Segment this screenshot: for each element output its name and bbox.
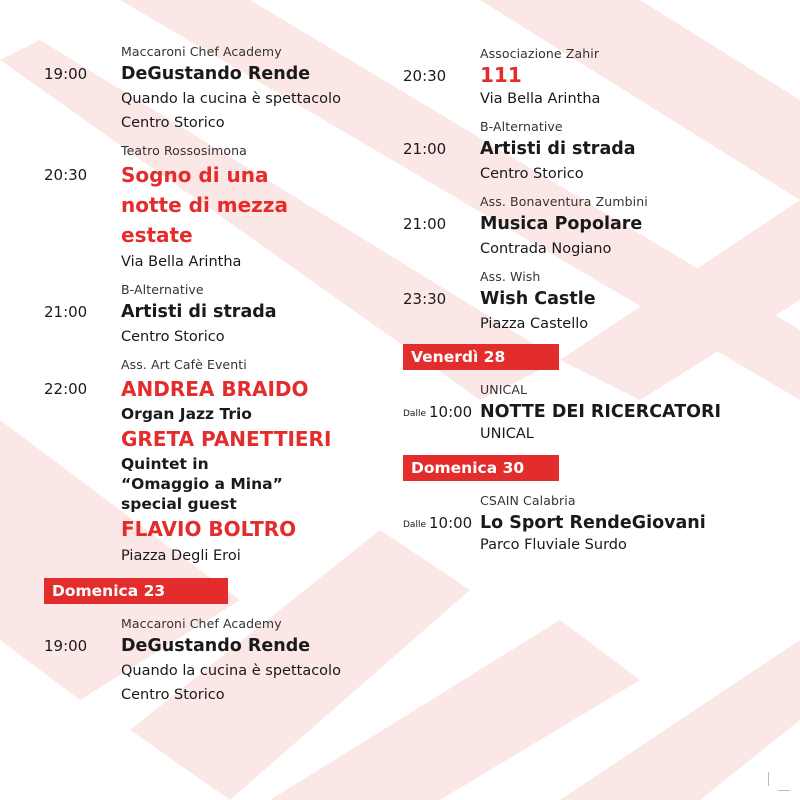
event-title: Wish Castle <box>480 289 596 309</box>
event-location: Centro Storico <box>121 687 225 703</box>
crop-mark <box>778 790 790 791</box>
event-title: 111 <box>480 63 522 87</box>
left-column <box>44 42 384 713</box>
performer-name: GRETA PANETTIERI <box>121 427 332 451</box>
event-subtitle: Quando la cucina è spettacolo <box>121 663 341 679</box>
event-title-line-2: notte di mezza <box>121 193 288 217</box>
event-artisti-2 <box>403 117 783 186</box>
performer-group-line-1: Quintet in <box>121 455 209 473</box>
day-header-venerdi-28: Venerdì 28 <box>403 344 559 370</box>
organizer: B-Alternative <box>121 282 204 297</box>
organizer: UNICAL <box>480 382 528 397</box>
event-time: 21:00 <box>44 303 88 321</box>
event-location: Parco Fluviale Surdo <box>480 537 627 553</box>
performer-group: Organ Jazz Trio <box>121 405 252 423</box>
event-time: 22:00 <box>44 380 88 398</box>
event-notte-ricercatori <box>403 380 783 443</box>
event-location: Centro Storico <box>121 115 225 131</box>
day-header-domenica-30: Domenica 30 <box>403 455 559 481</box>
right-column <box>403 44 783 560</box>
event-degustando-1 <box>44 42 384 135</box>
event-111 <box>403 44 783 111</box>
event-title-line-1: Sogno di una <box>121 163 269 187</box>
event-jazz <box>44 355 384 568</box>
performer-name: FLAVIO BOLTRO <box>121 517 297 541</box>
event-time: 10:00 <box>428 403 473 421</box>
event-time: 21:00 <box>403 140 447 158</box>
event-degustando-2 <box>44 614 384 707</box>
event-time: 10:00 <box>428 514 473 532</box>
dalle-label: Dalle <box>403 409 426 419</box>
event-time: 23:30 <box>403 290 447 308</box>
event-location: Piazza Degli Eroi <box>121 548 241 564</box>
event-title: Artisti di strada <box>480 139 636 159</box>
event-title: Lo Sport RendeGiovani <box>480 513 706 533</box>
organizer: Ass. Art Cafè Eventi <box>121 357 247 372</box>
event-sport-rendegiovani <box>403 491 783 554</box>
event-location: Centro Storico <box>480 166 584 182</box>
performer-name: ANDREA BRAIDO <box>121 377 309 401</box>
crop-mark <box>768 772 769 786</box>
event-title: DeGustando Rende <box>121 636 311 656</box>
organizer: Associazione Zahir <box>480 46 600 61</box>
event-subtitle: Quando la cucina è spettacolo <box>121 91 341 107</box>
dalle-label: Dalle <box>403 520 426 530</box>
organizer: B-Alternative <box>480 119 563 134</box>
event-title: NOTTE DEI RICERCATORI <box>480 402 722 422</box>
event-musica-popolare <box>403 192 783 261</box>
event-time: 21:00 <box>403 215 447 233</box>
performer-group-line-3: special guest <box>121 495 237 513</box>
organizer: Ass. Wish <box>480 269 541 284</box>
organizer: Maccaroni Chef Academy <box>121 616 282 631</box>
event-time: 19:00 <box>44 637 88 655</box>
event-artisti-1 <box>44 280 384 349</box>
organizer: Teatro Rossosimona <box>121 143 247 158</box>
event-location: Via Bella Arintha <box>480 91 601 107</box>
event-title: Musica Popolare <box>480 214 643 234</box>
organizer: Ass. Bonaventura Zumbini <box>480 194 648 209</box>
event-location: Piazza Castello <box>480 316 589 332</box>
event-title: DeGustando Rende <box>121 64 311 84</box>
event-location: Centro Storico <box>121 329 225 345</box>
event-time: 19:00 <box>44 65 88 83</box>
event-location: UNICAL <box>480 426 534 442</box>
event-title: Artisti di strada <box>121 302 277 322</box>
event-time-wrap <box>403 510 480 538</box>
day-header-domenica-23: Domenica 23 <box>44 578 228 604</box>
event-time: 20:30 <box>403 67 447 85</box>
event-location: Contrada Nogiano <box>480 241 612 257</box>
event-title-line-3: estate <box>121 223 193 247</box>
organizer: Maccaroni Chef Academy <box>121 44 282 59</box>
event-sogno <box>44 141 384 274</box>
organizer: CSAIN Calabria <box>480 493 576 508</box>
event-wish-castle <box>403 267 783 336</box>
event-time-wrap <box>403 399 480 427</box>
performer-group-line-2: “Omaggio a Mina” <box>121 475 283 493</box>
event-time: 20:30 <box>44 166 88 184</box>
event-location: Via Bella Arintha <box>121 254 242 270</box>
